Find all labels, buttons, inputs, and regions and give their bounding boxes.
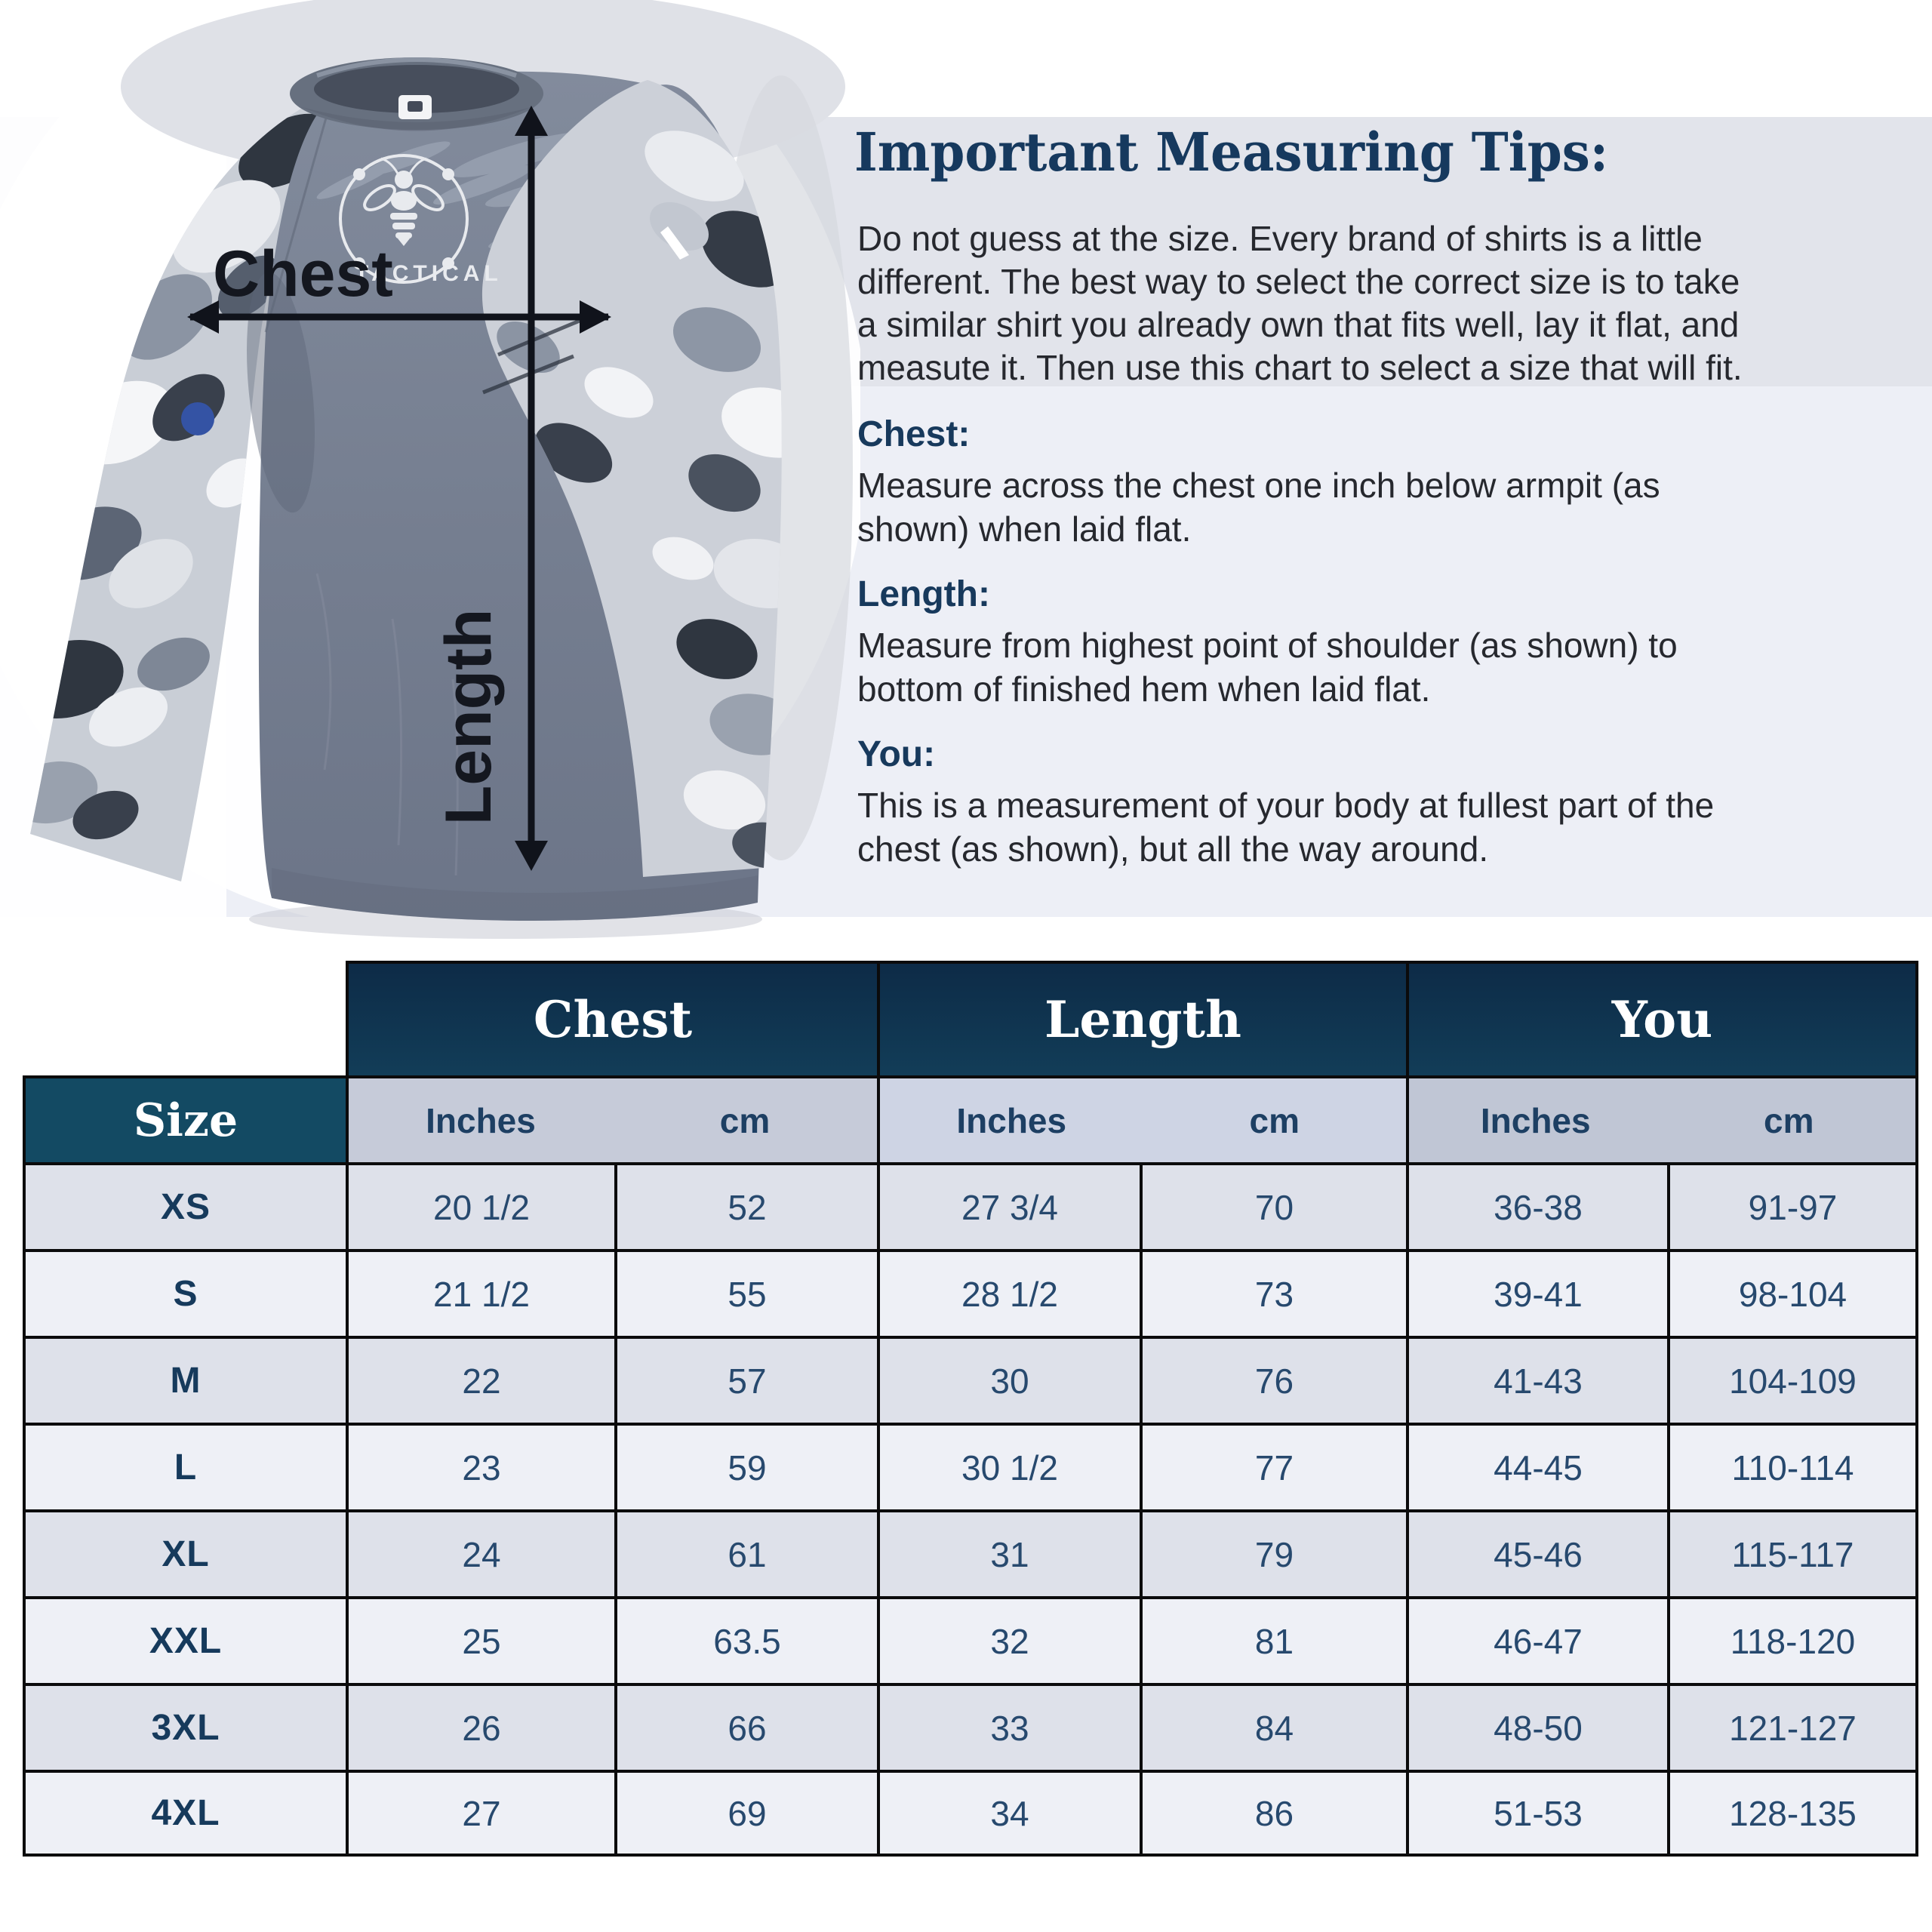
shirt-measurement-diagram (0, 0, 860, 943)
cm-header: cm (719, 1100, 771, 1140)
value-cell-length_cm: 77 (1143, 1426, 1406, 1509)
value-cell-you_in: 36-38 (1409, 1165, 1667, 1249)
blue-dot-detail (181, 402, 214, 435)
value-cell-length_in: 31 (880, 1512, 1140, 1596)
body-line: Measure from highest point of shoulder (as shown) to (857, 626, 1678, 665)
value-cell-you_in: 46-47 (1409, 1599, 1667, 1683)
size-row-label: XL (23, 1512, 346, 1596)
cm-header: cm (1764, 1100, 1814, 1140)
value-cell-length_cm: 79 (1143, 1512, 1406, 1596)
value-cell-you_cm: 91-97 (1670, 1165, 1918, 1249)
group-header-chest: Chest (349, 961, 877, 1075)
table-corner-spacer (23, 961, 346, 1075)
value-cell-you_in: 44-45 (1409, 1426, 1667, 1509)
value-cell-length_cm: 73 (1143, 1252, 1406, 1336)
unit-header-chest (349, 1078, 877, 1162)
neck-tag (398, 95, 432, 119)
length-label: Length (432, 608, 505, 826)
size-column-header: Size (23, 1078, 346, 1162)
value-cell-chest_cm: 61 (617, 1512, 877, 1596)
body-line: Measure across the chest one inch below armpit (as (857, 466, 1660, 505)
value-cell-chest_cm: 55 (617, 1252, 877, 1336)
inches-header: Inches (1480, 1100, 1591, 1140)
group-header-you: You (1409, 961, 1918, 1075)
intro-line: different. The best way to select the correct size is to take (857, 262, 1740, 301)
body-line: shown) when laid flat. (857, 509, 1192, 549)
value-cell-you_cm: 121-127 (1670, 1686, 1918, 1770)
logo-text: TACTICAL (355, 261, 503, 286)
intro-line: Do not guess at the size. Every brand of shirts is a little (857, 219, 1703, 258)
tips-intro (857, 217, 1929, 389)
value-cell-chest_cm: 57 (617, 1339, 877, 1423)
value-cell-length_cm: 70 (1143, 1165, 1406, 1249)
size-row-label: XS (23, 1165, 346, 1249)
inches-header: Inches (426, 1100, 536, 1140)
you-section-body (857, 783, 1929, 871)
body-line: bottom of finished hem when laid flat. (857, 669, 1431, 709)
value-cell-chest_cm: 69 (617, 1773, 877, 1857)
inches-header: Inches (956, 1100, 1067, 1140)
you-section-heading: You: (857, 734, 936, 774)
value-cell-length_in: 33 (880, 1686, 1140, 1770)
value-cell-chest_in: 26 (349, 1686, 614, 1770)
group-header-length: Length (880, 961, 1406, 1075)
value-cell-you_in: 39-41 (1409, 1252, 1667, 1336)
size-row-label: L (23, 1426, 346, 1509)
value-cell-chest_cm: 66 (617, 1686, 877, 1770)
length-section-body (857, 623, 1929, 711)
size-row-label: S (23, 1252, 346, 1336)
value-cell-you_cm: 98-104 (1670, 1252, 1918, 1336)
body-line: chest (as shown), but all the way around. (857, 829, 1489, 869)
size-row-label: XXL (23, 1599, 346, 1683)
value-cell-length_cm: 84 (1143, 1686, 1406, 1770)
size-table (23, 961, 1918, 1857)
chest-section-body (857, 463, 1929, 551)
intro-line: a similar shirt you already own that fits well, lay it flat, and (857, 305, 1740, 344)
value-cell-chest_in: 27 (349, 1773, 614, 1857)
value-cell-chest_in: 20 1/2 (349, 1165, 614, 1249)
value-cell-you_in: 45-46 (1409, 1512, 1667, 1596)
value-cell-length_in: 28 1/2 (880, 1252, 1140, 1336)
size-row-label: 3XL (23, 1686, 346, 1770)
value-cell-length_cm: 86 (1143, 1773, 1406, 1857)
size-row-label: 4XL (23, 1773, 346, 1857)
value-cell-length_in: 30 (880, 1339, 1140, 1423)
unit-header-you (1409, 1078, 1918, 1162)
cm-header: cm (1249, 1100, 1300, 1140)
length-section-heading: Length: (857, 574, 990, 614)
unit-header-length (880, 1078, 1406, 1162)
value-cell-you_cm: 128-135 (1670, 1773, 1918, 1857)
value-cell-length_in: 30 1/2 (880, 1426, 1140, 1509)
value-cell-chest_in: 23 (349, 1426, 614, 1509)
size-row-label: M (23, 1339, 346, 1423)
value-cell-chest_in: 25 (349, 1599, 614, 1683)
value-cell-length_in: 34 (880, 1773, 1140, 1857)
chest-label: Chest (213, 238, 393, 310)
value-cell-you_in: 48-50 (1409, 1686, 1667, 1770)
value-cell-chest_cm: 63.5 (617, 1599, 877, 1683)
value-cell-you_cm: 104-109 (1670, 1339, 1918, 1423)
value-cell-you_cm: 115-117 (1670, 1512, 1918, 1596)
value-cell-length_in: 27 3/4 (880, 1165, 1140, 1249)
value-cell-length_in: 32 (880, 1599, 1140, 1683)
value-cell-length_cm: 76 (1143, 1339, 1406, 1423)
value-cell-you_cm: 110-114 (1670, 1426, 1918, 1509)
chest-section-heading: Chest: (857, 414, 971, 454)
value-cell-chest_in: 21 1/2 (349, 1252, 614, 1336)
tips-title: Important Measuring Tips: (854, 121, 1609, 183)
body-line: This is a measurement of your body at fullest part of the (857, 786, 1715, 825)
value-cell-you_in: 41-43 (1409, 1339, 1667, 1423)
value-cell-chest_cm: 52 (617, 1165, 877, 1249)
value-cell-chest_in: 24 (349, 1512, 614, 1596)
value-cell-you_cm: 118-120 (1670, 1599, 1918, 1683)
value-cell-length_cm: 81 (1143, 1599, 1406, 1683)
intro-line: measute it. Then use this chart to select a size that will fit. (857, 348, 1743, 387)
value-cell-you_in: 51-53 (1409, 1773, 1667, 1857)
value-cell-chest_cm: 59 (617, 1426, 877, 1509)
value-cell-chest_in: 22 (349, 1339, 614, 1423)
